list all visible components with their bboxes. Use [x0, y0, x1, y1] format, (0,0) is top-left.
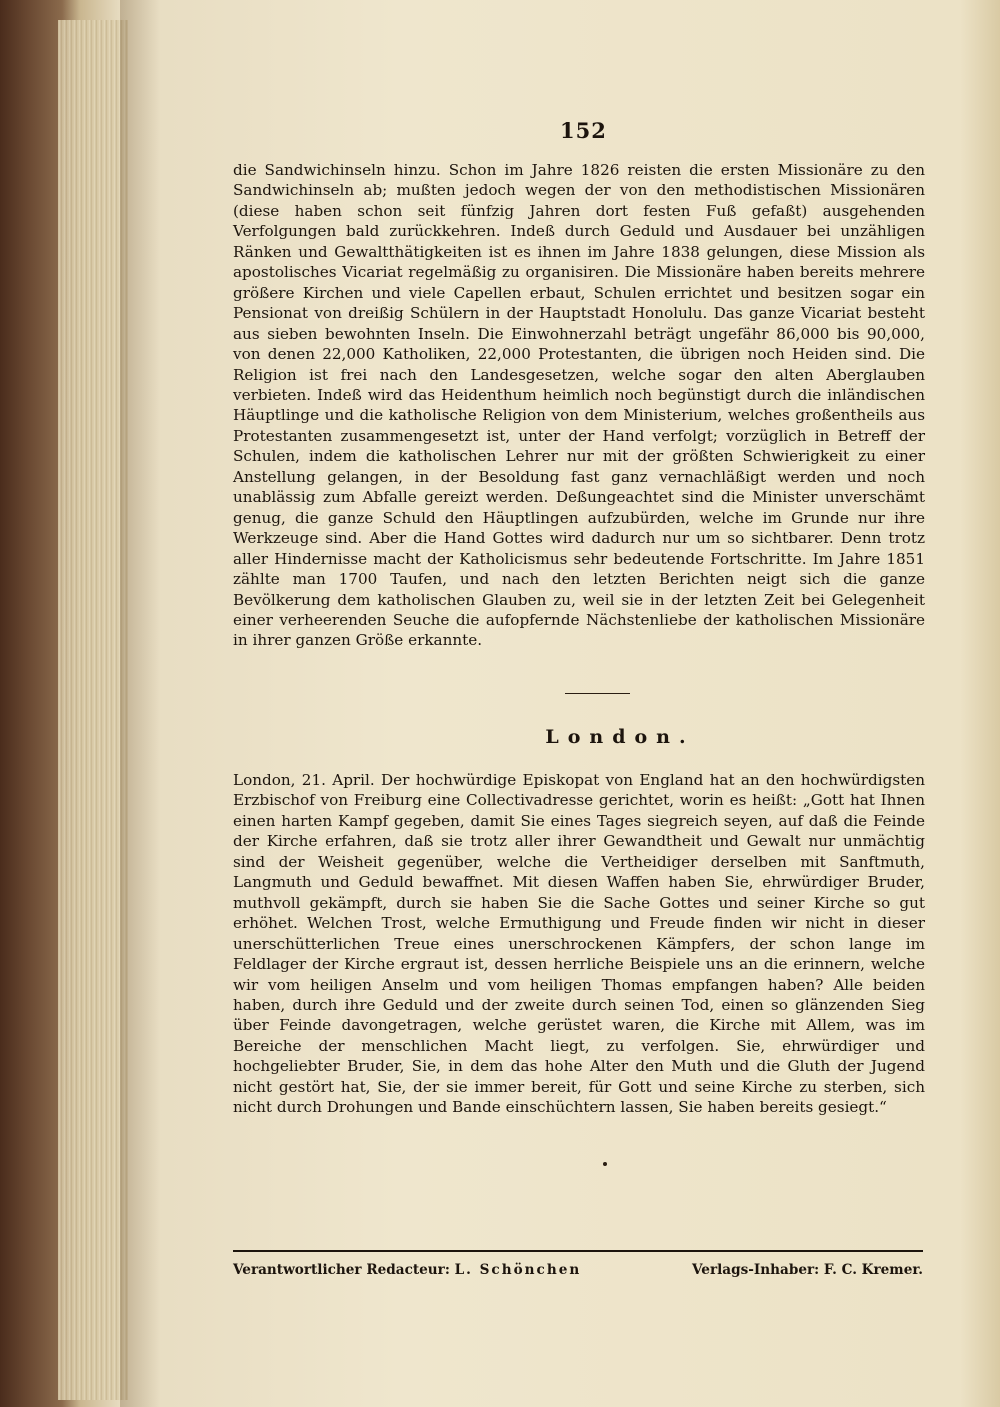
page-number: 152 [560, 118, 607, 143]
page-edges [58, 20, 128, 1400]
footer-editor-label: Verantwortlicher Redacteur: [233, 1262, 450, 1278]
footer-editor-name: L. Schönchen [454, 1262, 582, 1278]
footer-publisher-label: Verlags-Inhaber: [692, 1262, 820, 1278]
section-divider [565, 693, 630, 694]
book-page [160, 0, 980, 1407]
body-paragraph-sandwich-islands: die Sandwichinseln hinzu. Schon im Jahre 1826 reisten die ersten Missionäre zu den Sandwichinseln ab; mußten jedoch wegen der von den methodistischen Missionären (diese haben schon seit fünfzig Jahren dort festen Fuß gefaßt) ausgehenden Verfolgungen bald zurückkehren. Indeß durch Geduld und Ausdauer bei unzähligen Ränken und Gewaltthätigkeiten ist es ihnen im Jahre 1838 gelungen, diese Mission als apostolisches Vicariat regelmäßig zu organisiren. Die Missionäre haben bereits mehrere größere Kirchen und viele Capellen erbaut, Schulen errichtet und besitzen sogar ein Pensionat von dreißig Schülern in der Hauptstadt Honolulu. Das ganze Vicariat besteht aus sieben bewohnten Inseln. Die Einwohnerzahl beträgt ungefähr 86,000 bis 90,000, von denen 22,000 Katholiken, 22,000 Protestanten, die übrigen noch Heiden sind. Die Religion ist frei nach den Landesgesetzen, welche sogar den alten Aberglauben verbieten. Indeß wird das Heidenthum heimlich noch begünstigt durch die inländischen Häuptlinge und die katholische Religion von dem Ministerium, welches großentheils aus Protestanten zusammengesetzt ist, unter der Hand verfolgt; vorzüglich in Betreff der Schulen, indem die katholischen Lehrer nur mit der größten Schwierigkeit zu einer Anstellung gelangen, in der Besoldung fast ganz vernachläßigt werden und noch unablässig zum Abfalle gereizt werden. Deßungeachtet sind die Minister unverschämt genug, die ganze Schuld den Häuptlingen aufzubürden, welche im Grunde nur ihre Werkzeuge sind. Aber die Hand Gottes wird dadurch nur um so sichtbarer. Denn trotz aller Hindernisse macht der Katholicismus sehr bedeutende Fortschritte. Im Jahre 1851 zählte man 1700 Taufen, und nach den letzten Berichten neigt sich die ganze Bevölkerung dem katholischen Glauben zu, weil sie in der letzten Zeit bei Gelegenheit einer verheerenden Seuche die aufopfernde Nächstenliebe der katholischen Missionäre in ihrer ganzen Größe erkannte. [233, 161, 925, 650]
section-heading-london: London. [545, 726, 695, 748]
body-paragraph-london: London, 21. April. Der hochwürdige Episkopat von England hat an den hochwürdigsten Erzbischof von Freiburg eine Collectivadresse gerichtet, worin es heißt: „Gott hat Ihnen einen harten Kampf gegeben, damit Sie eines Tages siegreich seyen, auf daß die Feinde der Kirche erfahren, daß sie trotz aller ihrer Gewandtheit und Gewalt nur unmächtig sind der Weisheit gegenüber, welche die Vertheidiger derselben mit Sanftmuth, Langmuth und Geduld bewaffnet. Mit diesen Waffen haben Sie, ehrwürdiger Bruder, muthvoll gekämpft, durch sie haben Sie die Sache Gottes und seiner Kirche so gut erhöhet. Welchen Trost, welche Ermuthigung und Freude finden wir nicht in dieser unerschütterlichen Treue eines unerschrockenen Kämpfers, der schon lange im Feldlager der Kirche ergraut ist, dessen herrliche Beispiele uns an die erinnern, welche wir vom heiligen Anselm und vom heiligen Thomas empfangen haben? Alle beiden haben, durch ihre Geduld und der zweite durch seinen Tod, einen so glänzenden Sieg über Feinde davongetragen, welche gerüstet waren, die Kirche mit Allem, was im Bereiche der menschlichen Macht liegt, zu verfolgen. Sie, ehrwürdiger und hochgeliebter Bruder, Sie, in dem das hohe Alter den Muth und die Gluth der Jugend nicht gestört hat, Sie, der sie immer bereit, für Gott und seine Kirche zu sterben, sich nicht durch Drohungen und Bande einschüchtern lassen, Sie haben bereits gesiegt.“ [233, 771, 925, 1117]
footer-editor [233, 1262, 581, 1278]
ink-dot [603, 1162, 607, 1166]
page-footer [233, 1262, 923, 1278]
footer-rule [233, 1250, 923, 1252]
page-gutter-shadow [120, 0, 160, 1407]
footer-publisher-name: F. C. Kremer. [823, 1262, 923, 1278]
footer-publisher [692, 1262, 923, 1278]
